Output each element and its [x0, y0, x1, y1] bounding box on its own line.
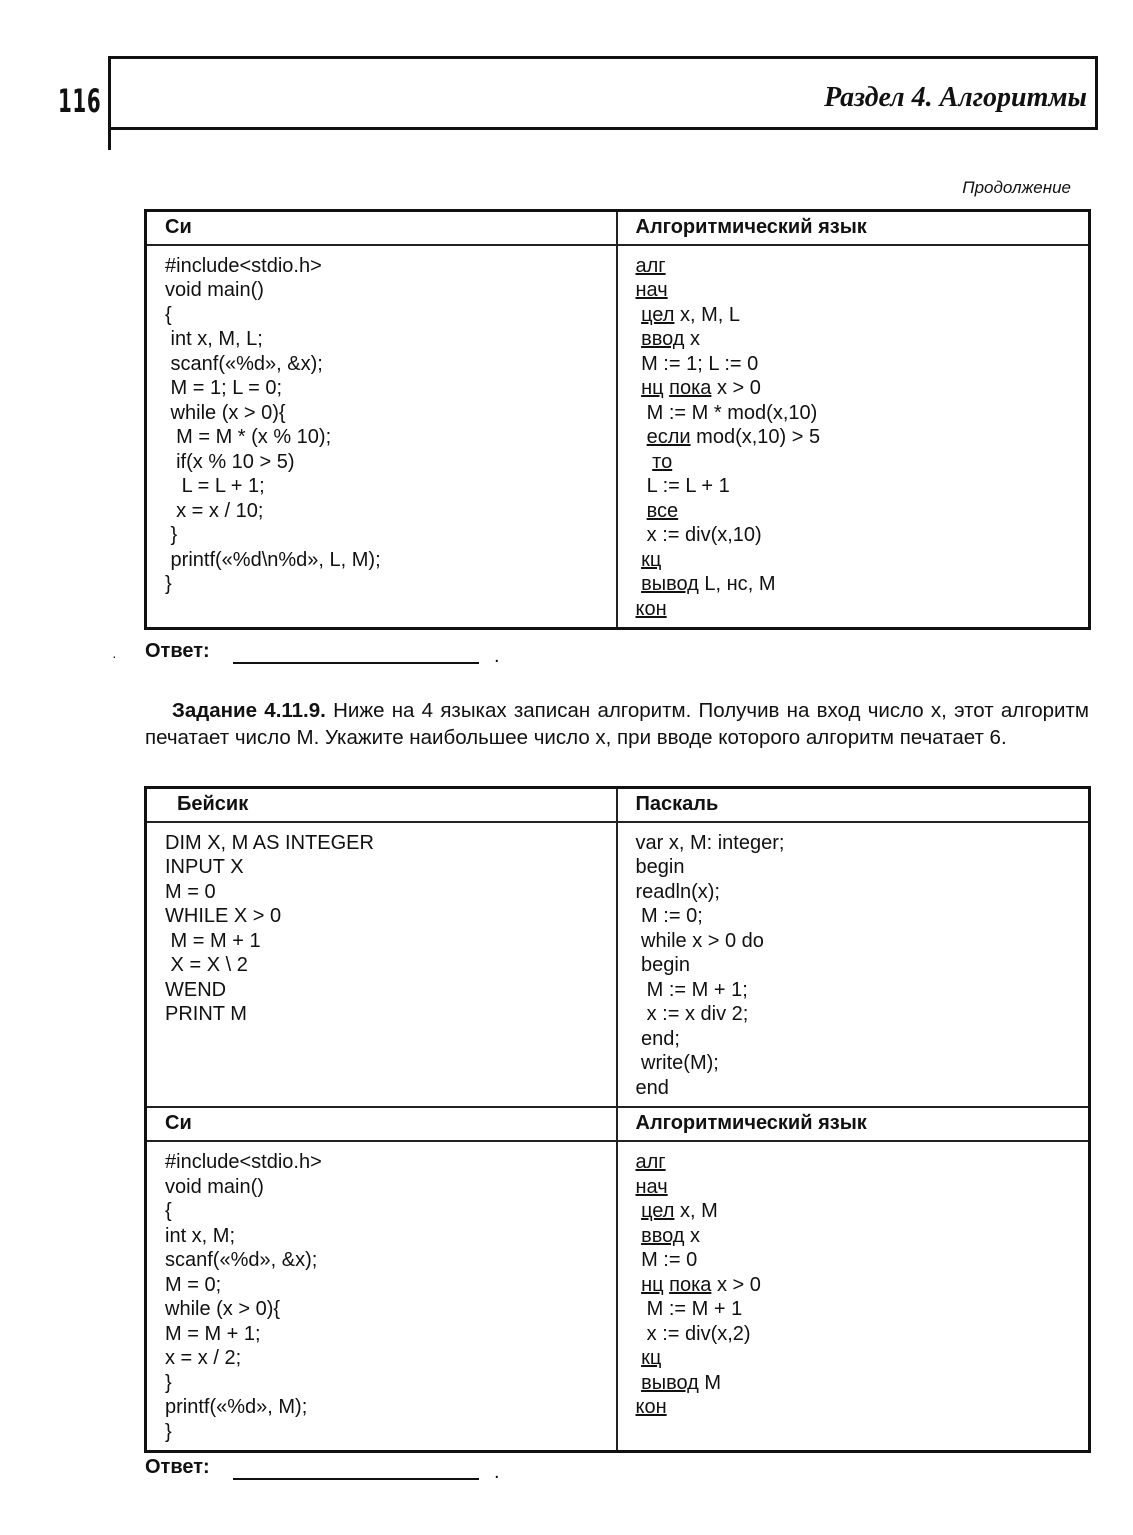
answer-label: Ответ:	[145, 1456, 210, 1478]
keyword: цел	[641, 1200, 675, 1222]
code-line	[636, 1346, 1071, 1371]
code-line	[636, 254, 1071, 279]
code-line: M = 1; L = 0;	[165, 377, 283, 399]
code-line: end;	[635, 1027, 680, 1050]
keyword: алг	[635, 1151, 666, 1173]
keyword: то	[652, 450, 673, 473]
section-title: Раздел 4. Алгоритмы	[824, 82, 1087, 113]
keyword: нц	[641, 377, 664, 399]
code-line: DIM X, M AS INTEGER	[165, 831, 374, 854]
code-line: }	[165, 1420, 172, 1443]
code-line: {	[165, 1200, 172, 1222]
code-line: L = L + 1;	[165, 475, 265, 497]
code-line: ввод x	[641, 1224, 701, 1247]
code-line: #include<stdio.h>	[165, 254, 322, 277]
code-line: M := 0	[641, 1249, 698, 1271]
basic-code-cell	[146, 822, 617, 1108]
code-line: x := x div 2;	[635, 1003, 749, 1025]
code-line: ввод x	[641, 328, 701, 350]
code-line: }	[165, 1371, 172, 1394]
code-line	[636, 548, 1071, 573]
keyword: нц	[641, 1273, 664, 1296]
code-line: WHILE X > 0	[165, 905, 282, 927]
code-line: begin	[635, 856, 685, 878]
code-line	[636, 499, 1071, 524]
code-line: void main()	[165, 279, 264, 301]
algorithmic-language-header: Алгоритмический язык	[617, 211, 1090, 245]
code-line: M := 1; L := 0	[641, 352, 759, 375]
c-code-cell	[146, 245, 617, 629]
algorithmic-code-cell	[617, 245, 1090, 629]
code-line: L := L + 1	[646, 475, 730, 497]
code-line: scanf(«%d», &x);	[165, 1249, 318, 1271]
algorithmic-code-cell	[617, 1141, 1090, 1452]
keyword: пока	[669, 1273, 712, 1296]
code-line	[636, 597, 1071, 622]
continuation-label: Продолжение	[962, 178, 1071, 197]
code-line: }	[165, 573, 172, 595]
code-line: void main()	[165, 1175, 264, 1198]
code-line: нц пока x > 0	[641, 377, 761, 399]
code-line: readln(x);	[635, 880, 720, 903]
keyword: если	[646, 426, 691, 448]
code-line: var x, M: integer;	[635, 831, 785, 854]
keyword: кон	[635, 597, 667, 620]
code-line: write(M);	[635, 1052, 719, 1074]
code-line: вывод M	[641, 1371, 722, 1394]
code-line: scanf(«%d», &x);	[165, 352, 323, 375]
code-line: M := M + 1	[646, 1298, 743, 1320]
code-line: #include<stdio.h>	[165, 1151, 322, 1173]
code-line: M := M * mod(x,10)	[646, 401, 818, 424]
code-line: M = 0;	[165, 1273, 222, 1296]
margin-bullet: ·	[112, 648, 117, 664]
answer-label: Ответ:	[145, 640, 210, 662]
keyword: цел	[641, 303, 675, 326]
code-table-four-languages	[144, 786, 1091, 1453]
code-line	[636, 1175, 1071, 1200]
code-line: x := div(x,10)	[646, 524, 762, 546]
c-language-header: Си	[146, 1107, 617, 1141]
keyword: кон	[635, 1396, 667, 1418]
code-line: x := div(x,2)	[646, 1322, 751, 1345]
answer-dot: .	[494, 645, 500, 667]
code-line: M = 0	[165, 880, 216, 903]
code-line: int x, M;	[165, 1224, 236, 1247]
code-line: M := M + 1;	[635, 978, 748, 1001]
code-line: INPUT X	[165, 856, 244, 878]
keyword: нач	[635, 279, 668, 301]
task-text: Ниже на 4 языках записан алгоритм. Получив на вход число x, этот алгоритм печатает число M. Укажите наибольшее число x, при вводе которого алгоритм печатает 6.	[145, 699, 1089, 749]
header-frame-stem	[108, 128, 111, 150]
keyword: кц	[641, 548, 662, 571]
task-description	[145, 697, 1089, 751]
code-line: M = M + 1;	[165, 1322, 261, 1345]
code-line: {	[165, 303, 172, 326]
code-line: while x > 0 do	[635, 929, 764, 952]
code-table-continued	[144, 209, 1091, 630]
code-line: printf(«%d\n%d», L, M);	[165, 548, 381, 571]
answer-blank[interactable]	[233, 1478, 479, 1480]
pascal-code-cell	[617, 822, 1090, 1108]
task-title: Задание 4.11.9.	[172, 699, 326, 722]
code-line: цел x, M	[641, 1200, 718, 1222]
keyword: вывод	[641, 573, 699, 595]
code-line: int x, M, L;	[165, 328, 263, 350]
code-line: begin	[635, 954, 690, 976]
answer-blank[interactable]	[233, 662, 479, 664]
code-line: if(x % 10 > 5)	[165, 450, 295, 473]
code-line: printf(«%d», M);	[165, 1396, 308, 1418]
code-line: while (x > 0){	[165, 401, 286, 424]
c-code-cell	[146, 1141, 617, 1452]
code-line: если mod(x,10) > 5	[646, 426, 821, 448]
keyword: вывод	[641, 1371, 699, 1394]
code-line	[636, 450, 1071, 475]
page-number: 116	[58, 82, 102, 120]
pascal-language-header: Паскаль	[617, 788, 1090, 822]
code-line: X = X \ 2	[165, 954, 248, 976]
code-line: вывод L, нс, M	[641, 573, 776, 595]
keyword: ввод	[641, 328, 685, 350]
algorithmic-language-header: Алгоритмический язык	[617, 1107, 1090, 1141]
keyword: пока	[669, 377, 712, 399]
code-line	[636, 1150, 1071, 1175]
basic-language-header: Бейсик	[146, 788, 617, 822]
answer-dot: .	[494, 1461, 500, 1483]
code-line: M = M * (x % 10);	[165, 426, 332, 448]
keyword: ввод	[641, 1224, 685, 1247]
code-line: x = x / 10;	[165, 499, 264, 522]
code-line: нц пока x > 0	[641, 1273, 761, 1296]
keyword: кц	[641, 1347, 662, 1369]
code-line: end	[635, 1076, 669, 1099]
keyword: нач	[635, 1175, 668, 1198]
code-line: PRINT M	[165, 1003, 247, 1025]
code-line: }	[165, 524, 178, 546]
code-line: M = M + 1	[165, 929, 261, 952]
code-line: x = x / 2;	[165, 1347, 242, 1369]
code-line	[636, 278, 1071, 303]
keyword: алг	[635, 254, 666, 277]
code-line: WEND	[165, 978, 227, 1001]
code-line: M := 0;	[635, 905, 703, 927]
code-line	[636, 1395, 1071, 1420]
c-language-header: Си	[146, 211, 617, 245]
code-line: цел x, M, L	[641, 303, 741, 326]
keyword: все	[646, 499, 679, 522]
code-line: while (x > 0){	[165, 1298, 281, 1320]
